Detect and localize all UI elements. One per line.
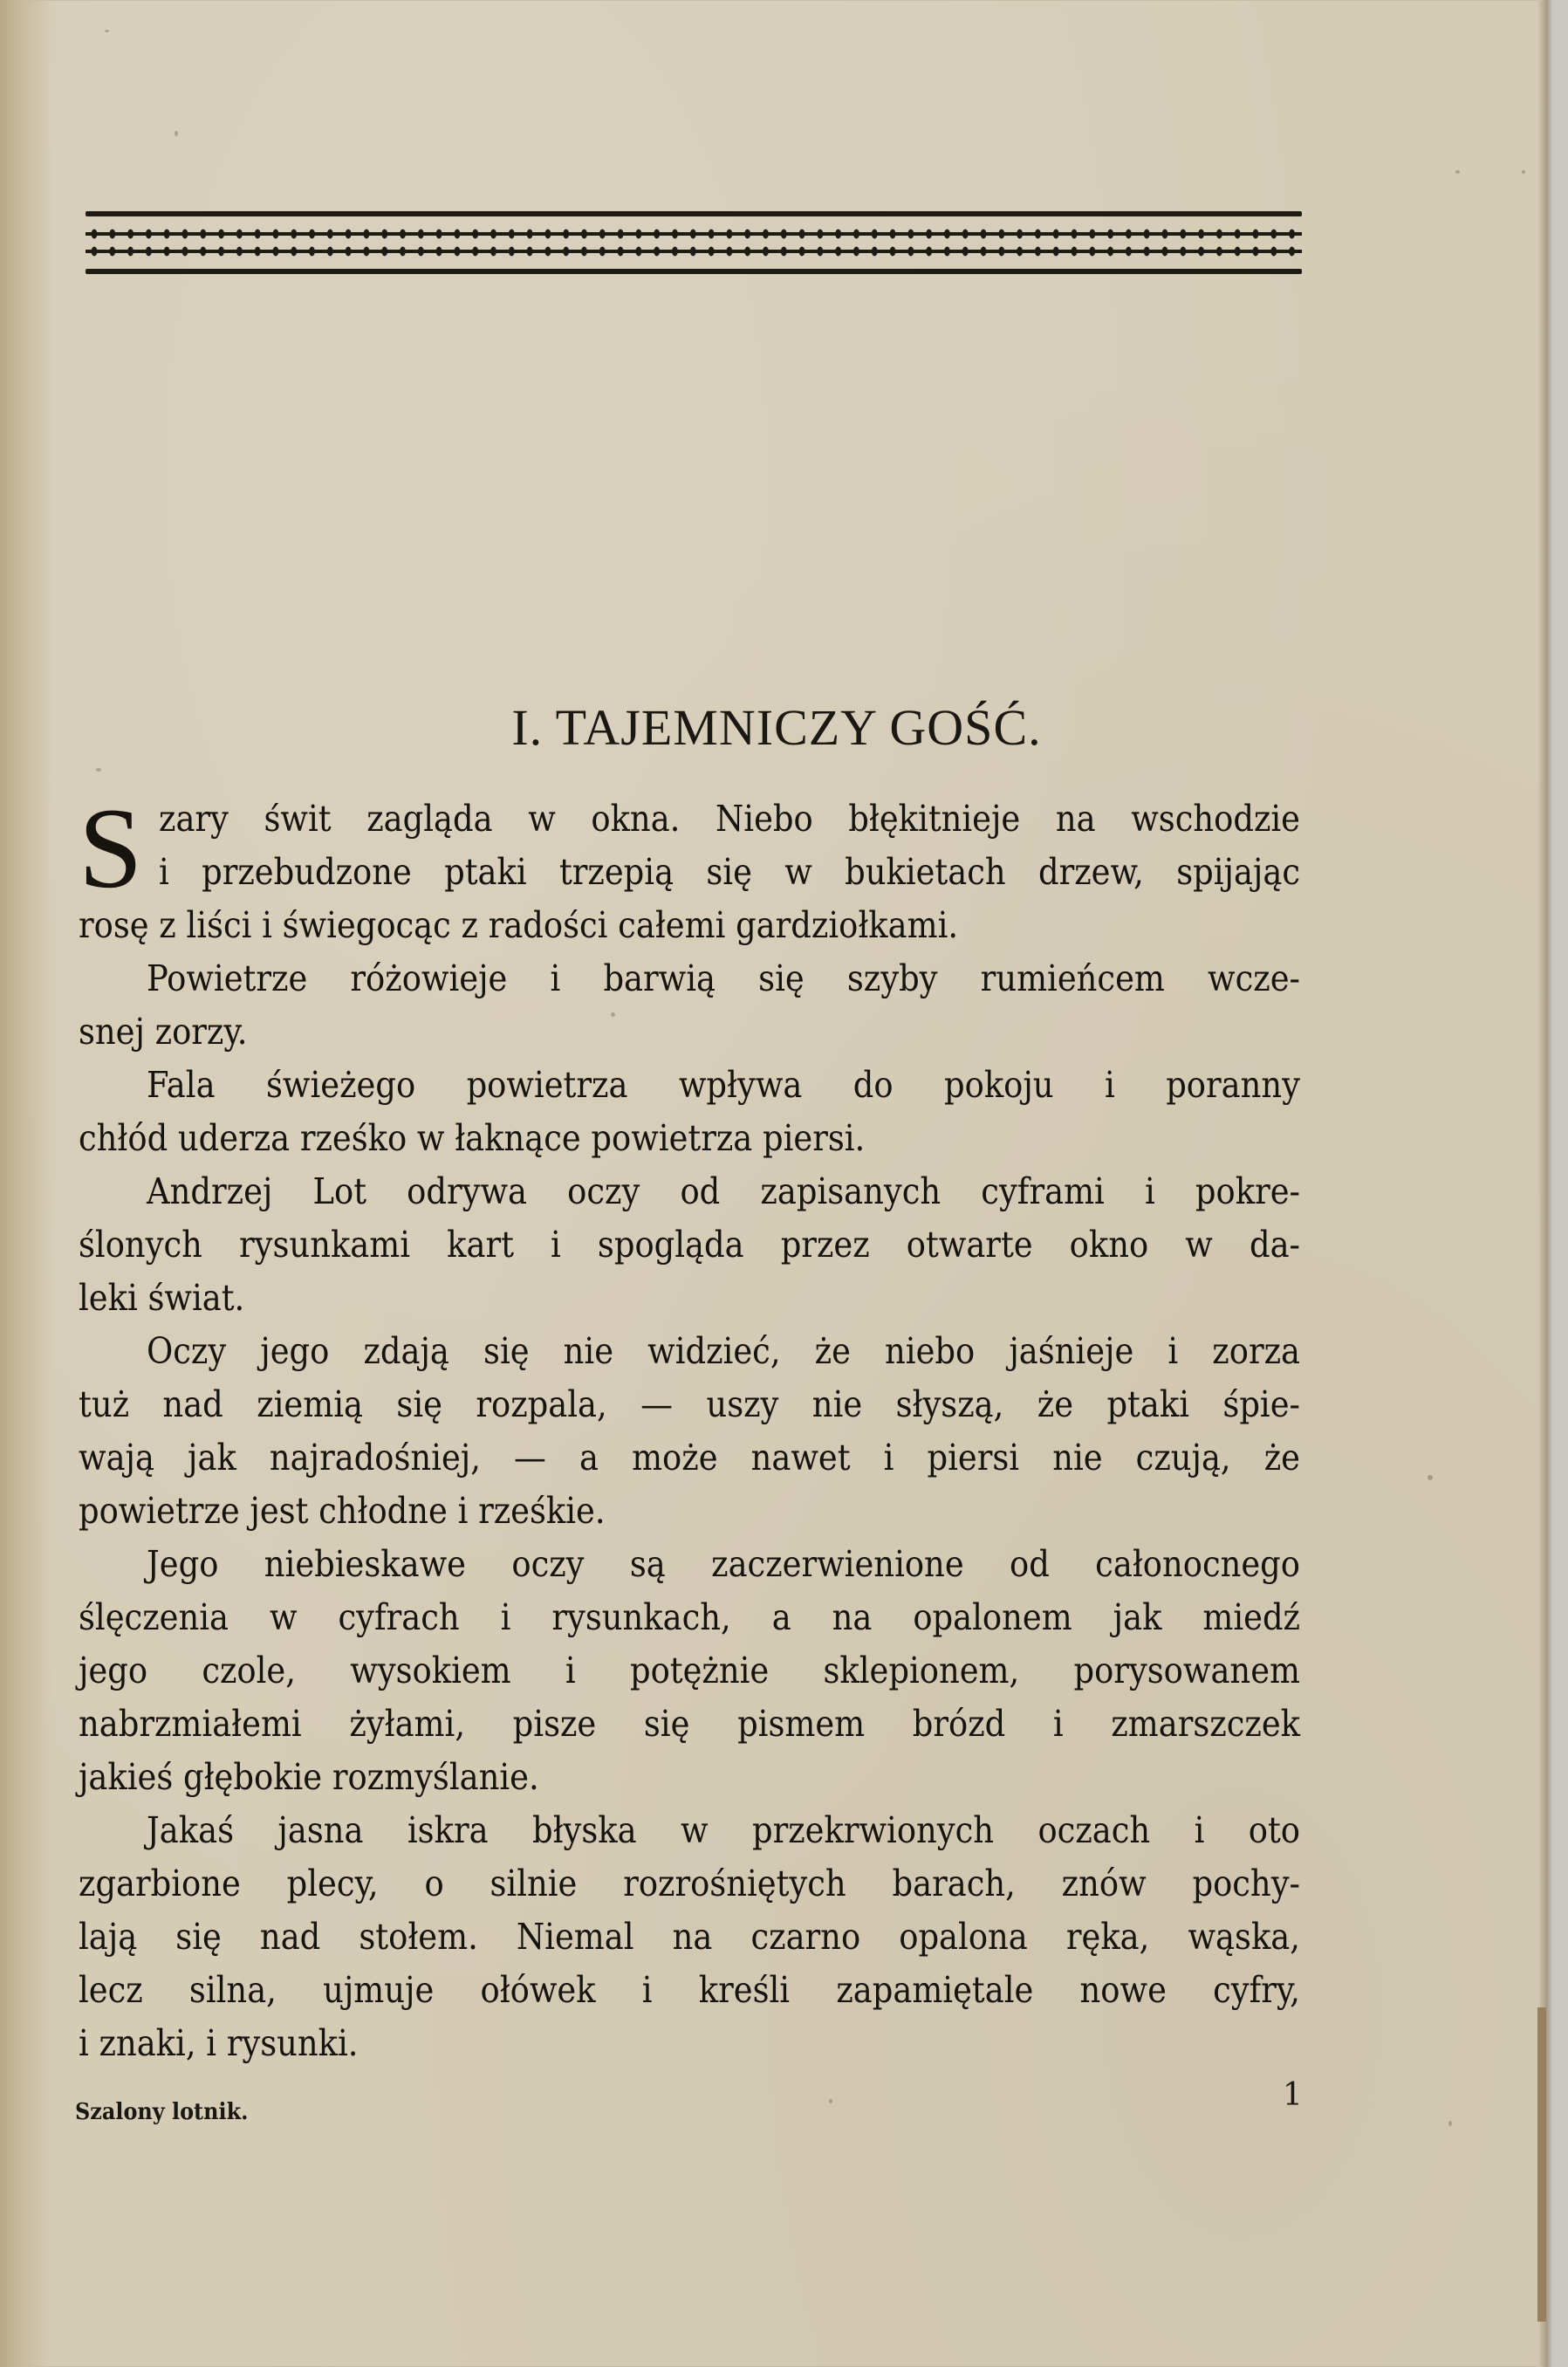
ornament-rule-bottom <box>86 269 1302 274</box>
text-line: Powietrze różowieje i barwią się szyby rumieńcem wcze- <box>147 957 1300 999</box>
chapter-title: I. TAJEMNICZY GOŚĆ. <box>511 699 1042 756</box>
body-text <box>79 784 1300 2070</box>
paper-speck <box>1522 170 1525 174</box>
paper-speck <box>829 2099 832 2103</box>
ornament-rule-top <box>86 211 1302 216</box>
paper-speck <box>96 768 101 772</box>
paragraph <box>79 1059 1300 1165</box>
drop-cap: S <box>79 784 143 912</box>
text-line: jego czole, wysokiem i potężnie sklepionem, porysowanem <box>79 1650 1300 1691</box>
text-line: tuż nad ziemią się rozpala, — uszy nie słyszą, że ptaki śpie- <box>79 1383 1300 1425</box>
text-line: ślęczenia w cyfrach i rysunkach, a na opalonem jak miedź <box>79 1596 1300 1638</box>
ornament-dotted-row <box>86 246 1302 257</box>
text-line: i przebudzone ptaki trzepią się w bukietach drzew, spijając <box>159 851 1300 893</box>
text-line: lają się nad stołem. Niemal na czarno opalona ręka, wąska, <box>79 1916 1300 1958</box>
text-line: wają jak najradośniej, — a może nawet i piersi nie czują, że <box>79 1437 1300 1479</box>
ornament-dotted-row <box>86 229 1302 239</box>
text-line: jakieś głębokie rozmyślanie. <box>79 1756 539 1798</box>
paper-speck <box>1448 2121 1452 2126</box>
text-line: i znaki, i rysunki. <box>79 2022 359 2064</box>
text-line: lecz silna, ujmuje ołówek i kreśli zapamiętale nowe cyfry, <box>79 1969 1300 2011</box>
paragraph <box>79 784 1300 952</box>
text-line: nabrzmiałemi żyłami, pisze się pismem brózd i zmarszczek <box>79 1703 1300 1745</box>
paragraph <box>79 952 1300 1059</box>
text-line: zgarbione plecy, o silnie rozrośniętych barach, znów pochy- <box>79 1863 1300 1904</box>
paper-speck <box>105 30 109 32</box>
text-line: rosę z liści i świegocąc z radości całemi gardziołkami. <box>79 904 959 946</box>
text-line: Oczy jego zdają się nie widzieć, że niebo jaśnieje i zorza <box>147 1330 1300 1372</box>
page-number: 1 <box>1283 2077 1303 2113</box>
paper-speck <box>175 131 178 136</box>
text-line: chłód uderza rześko w łaknące powietrza piersi. <box>79 1117 866 1159</box>
page-edge-binding <box>1537 2007 1546 2322</box>
paragraph <box>79 1538 1300 1804</box>
text-line: leki świat. <box>79 1277 245 1319</box>
text-line: Fala świeżego powietrza wpływa do pokoju i poranny <box>147 1064 1300 1106</box>
text-line: Jego niebieskawe oczy są zaczerwienione od całonocnego <box>147 1543 1300 1585</box>
text-line: ślonych rysunkami kart i spogląda przez otwarte okno w da- <box>79 1224 1300 1266</box>
footer-book-title: Szalony lotnik. <box>75 2099 249 2125</box>
text-line: Andrzej Lot odrywa oczy od zapisanych cyframi i pokre- <box>147 1170 1300 1212</box>
text-line: snej zorzy. <box>79 1011 248 1053</box>
page-gutter-shadow <box>0 0 52 2367</box>
text-line: powietrze jest chłodne i rześkie. <box>79 1490 606 1532</box>
paragraph <box>79 1325 1300 1538</box>
paragraph <box>79 1165 1300 1325</box>
paper-speck <box>1428 1475 1433 1480</box>
paper-speck <box>611 1012 615 1017</box>
text-line: zary świt zagląda w okna. Niebo błękitnieje na wschodzie <box>159 798 1300 840</box>
paragraph <box>79 1804 1300 2070</box>
text-line: Jakaś jasna iskra błyska w przekrwionych oczach i oto <box>147 1809 1300 1851</box>
ornament-border-icon <box>86 208 1302 279</box>
paper-speck <box>1455 170 1460 174</box>
